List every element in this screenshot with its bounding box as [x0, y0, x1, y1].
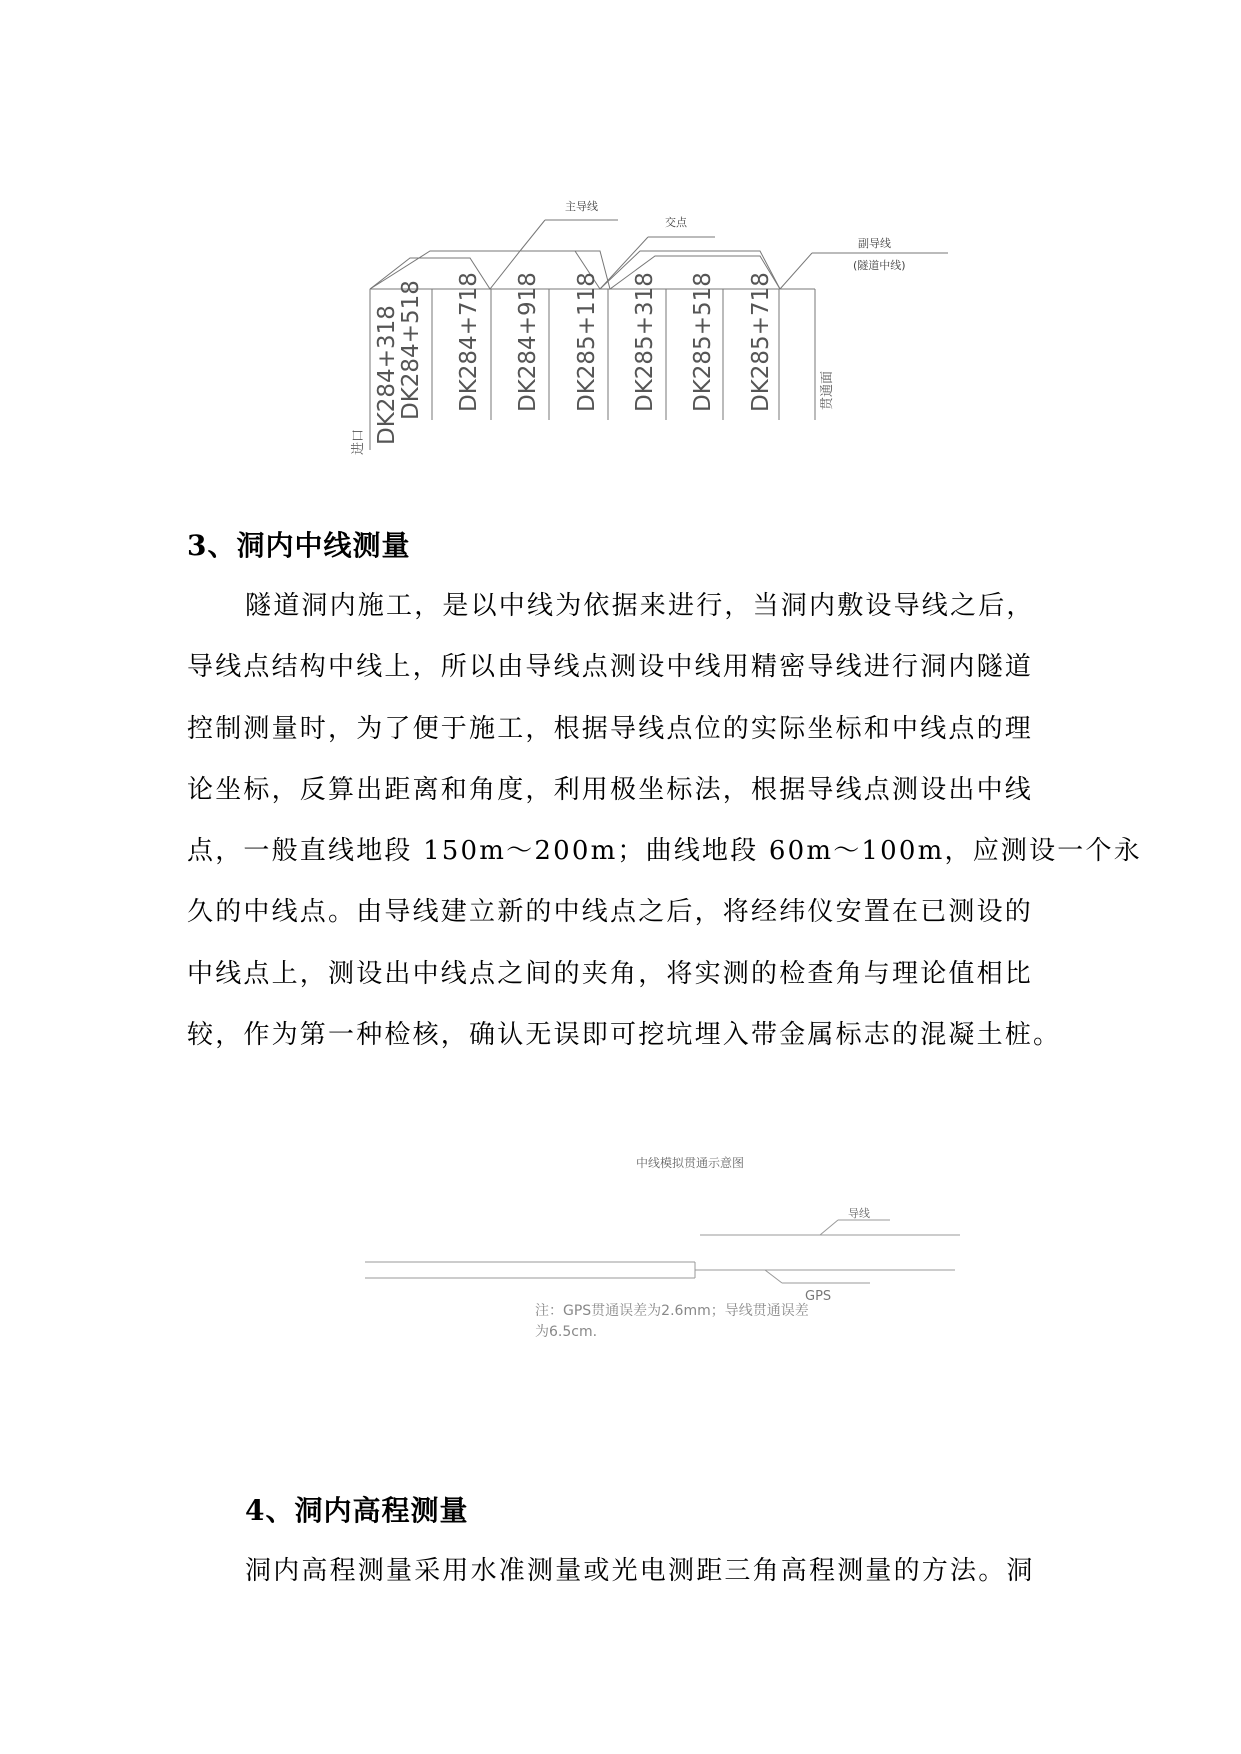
section-3-paragraph [187, 576, 1142, 1066]
figure-2-title: 中线模拟贯通示意图 [636, 1156, 745, 1170]
traverse-label: 导线 [848, 1207, 870, 1220]
figure-2-note-line-1: 注：GPS贯通误差为2.6mm；导线贯通误差 [535, 1303, 809, 1319]
paragraph-line: 导线点结构中线上，所以由导线点测设中线用精密导线进行洞内隧道 [187, 652, 1034, 683]
breakthrough-label: 贯通面 [820, 370, 835, 410]
station-label: DK284+718 [456, 272, 482, 412]
traverse-layout-figure [0, 0, 1241, 480]
paragraph-line: 久的中线点。由导线建立新的中线点之后，将经纬仪安置在已测设的 [187, 897, 1034, 928]
station-label: DK285+318 [632, 272, 658, 412]
station-label: DK284+918 [515, 272, 541, 412]
section-4-heading: 4、洞内高程测量 [245, 1494, 469, 1527]
station-label: DK285+118 [574, 272, 600, 412]
figure-2-note-line-2: 为6.5cm. [535, 1324, 598, 1340]
sub-traverse-label: 副导线 [858, 237, 891, 250]
tunnel-centerline-label: (隧道中线) [853, 259, 906, 272]
paragraph-line: 较，作为第一种检核，确认无误即可挖坑埋入带金属标志的混凝土桩。 [187, 1020, 1062, 1051]
paragraph-line: 隧道洞内施工，是以中线为依据来进行，当洞内敷设导线之后， [245, 591, 1035, 621]
section-3-heading: 3、洞内中线测量 [187, 529, 411, 562]
entrance-label: 进口 [351, 428, 366, 455]
paragraph-line: 中线点上，测设出中线点之间的夹角，将实测的检查角与理论值相比 [187, 958, 1034, 989]
paragraph-line: 洞内高程测量采用水准测量或光电测距三角高程测量的方法。洞 [245, 1556, 1035, 1586]
main-traverse-label: 主导线 [565, 200, 598, 213]
paragraph-line: 点，一般直线地段 150m～200m；曲线地段 60m～100m，应测设一个永 [187, 836, 1142, 867]
station-label: DK284+318 [374, 305, 400, 445]
gps-label: GPS [805, 1289, 832, 1304]
station-label: DK285+518 [690, 272, 716, 412]
section-4-paragraph [245, 1541, 1035, 1602]
paragraph-line: 论坐标，反算出距离和角度，利用极坐标法，根据导线点测设出中线 [187, 774, 1034, 805]
station-label: DK285+718 [748, 272, 774, 412]
station-label: DK284+518 [398, 280, 424, 420]
intersection-label: 交点 [665, 216, 687, 229]
paragraph-line: 控制测量时，为了便于施工，根据导线点位的实际坐标和中线点的理 [187, 713, 1034, 744]
breakthrough-simulation-figure [0, 1140, 1241, 1360]
